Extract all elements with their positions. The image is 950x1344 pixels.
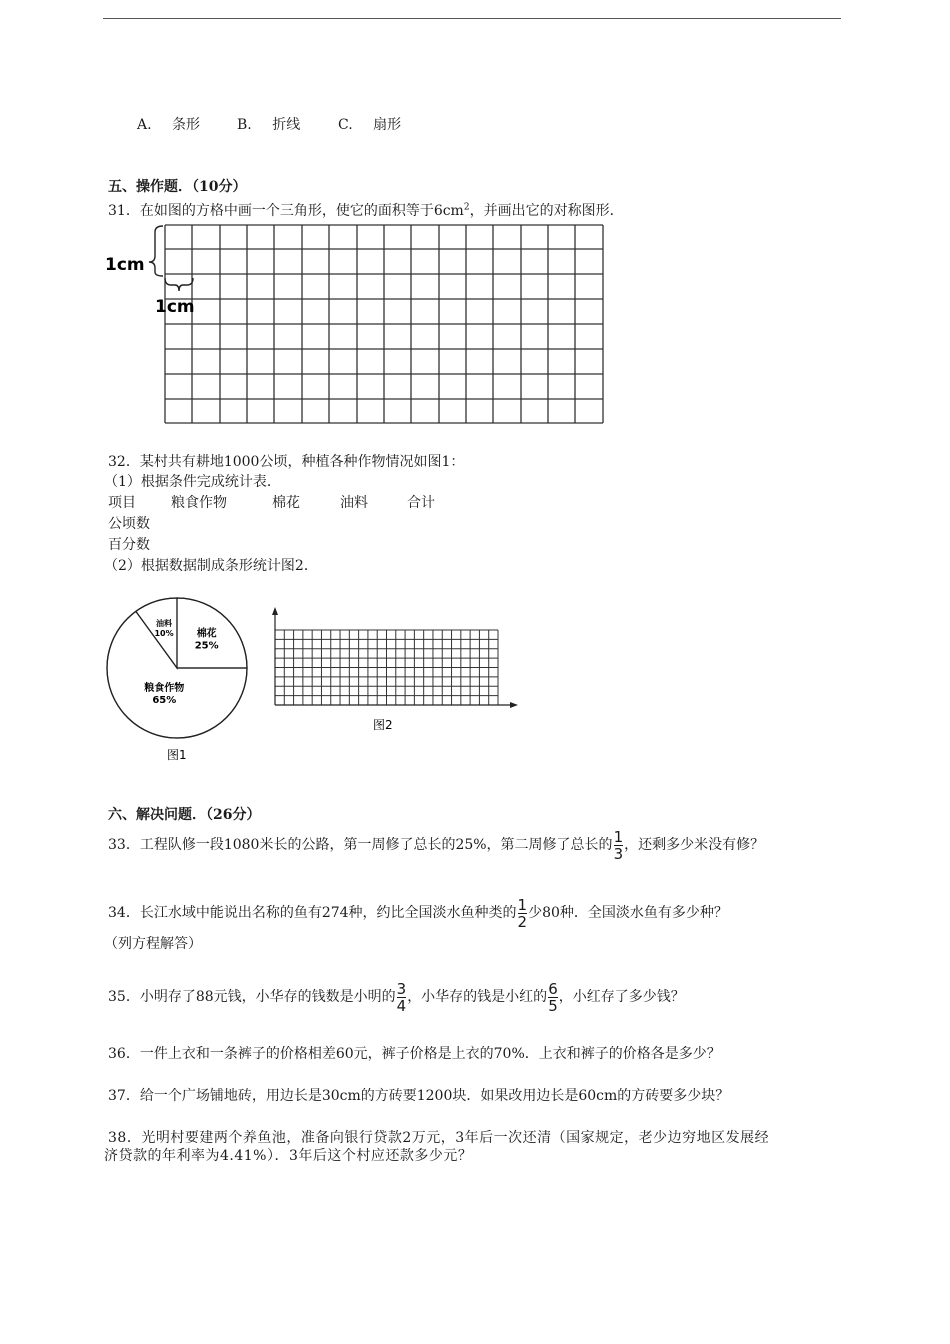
q34-note: （列方程解答） (104, 936, 202, 952)
q35-numerator1: 3 (396, 979, 407, 998)
q32-part2: （2）根据数据制成条形统计图2． (104, 558, 318, 574)
q35-text-a: 35．小明存了88元钱，小华存的钱数是小明的 (108, 989, 396, 1005)
option-a (137, 114, 200, 134)
option-b-letter: B. (237, 117, 252, 133)
pie-value-1: 25% (194, 640, 219, 652)
q35 (108, 980, 685, 1014)
q35-text-b: ，小华存的钱是小红的 (407, 989, 548, 1005)
q33-fraction (614, 829, 624, 862)
table-header-cotton: 棉花 (272, 495, 300, 511)
q34-denominator: 2 (517, 912, 528, 931)
q35-fraction1 (397, 981, 407, 1014)
table-row-percent: 百分数 (108, 537, 150, 553)
q31-superscript: 2 (463, 202, 470, 213)
pie-label-1: 棉花 (196, 628, 217, 640)
section5-heading: 五、操作题．（10分） (108, 179, 247, 195)
q31-text-before: 31．在如图的方格中画一个三角形，使它的面积等于6cm (108, 203, 464, 219)
q33-text-after: ，还剩多少米没有修？ (624, 837, 765, 853)
q31-label-vertical: 1cm (105, 255, 145, 275)
table-header-total: 合计 (407, 495, 435, 511)
header-rule (103, 18, 841, 19)
q33-denominator: 3 (613, 844, 624, 863)
q35-fraction2 (548, 981, 558, 1014)
option-a-text: 条形 (172, 117, 201, 133)
q38-line1: 38．光明村要建两个养鱼池，准备向银行贷款2万元，3年后一次还清（国家规定，老少边穷地区发展经 (108, 1130, 770, 1146)
option-c-letter: C. (338, 117, 353, 133)
y-axis-arrow (272, 607, 278, 615)
q31-text (108, 200, 624, 220)
q33 (108, 828, 764, 862)
q32-part1: （1）根据条件完成统计表． (104, 474, 281, 490)
fig1-label: 图1 (167, 748, 187, 762)
pie-value-0: 10% (154, 629, 174, 639)
q31-text-after: ，并画出它的对称图形． (469, 203, 624, 219)
section6-heading: 六、解决问题．（26分） (108, 807, 261, 823)
table-header-item: 项目 (108, 495, 136, 511)
q33-numerator: 1 (613, 827, 624, 846)
q31-grid-figure (105, 222, 610, 428)
bar-chart-grid-fig2 (262, 605, 522, 735)
q35-denominator1: 4 (396, 996, 407, 1015)
option-b (237, 114, 300, 134)
q35-denominator2: 5 (548, 996, 558, 1015)
pie-label-0: 油料 (156, 619, 173, 629)
q34-numerator: 1 (517, 895, 528, 914)
q33-text-before: 33．工程队修一段1080米长的公路，第一周修了总长的25%，第二周修了总长的 (108, 837, 613, 853)
q36: 36．一件上衣和一条裤子的价格相差60元，裤子价格是上衣的70%．上衣和裤子的价格各是多少？ (108, 1046, 721, 1062)
option-c (338, 114, 401, 134)
pie-group (107, 598, 247, 738)
q35-text-c: ，小红存了多少钱？ (558, 989, 685, 1005)
pie-chart-fig1 (105, 582, 255, 762)
q32-text: 32．某村共有耕地1000公顷，种植各种作物情况如图1： (108, 454, 465, 470)
q31-label-horizontal: 1cm (155, 297, 195, 317)
q34-text-after: 少80种．全国淡水鱼有多少种？ (528, 905, 728, 921)
option-c-text: 扇形 (373, 117, 402, 133)
option-a-letter: A. (137, 117, 152, 133)
q34-text-before: 34．长江水域中能说出名称的鱼有274种，约比全国淡水鱼种类的 (108, 905, 517, 921)
table-row-hectares: 公顷数 (108, 516, 150, 532)
q34-fraction (518, 897, 528, 930)
q35-numerator2: 6 (548, 979, 558, 998)
fig2-label: 图2 (373, 718, 393, 732)
option-b-text: 折线 (272, 117, 301, 133)
table-header-grain: 粮食作物 (171, 495, 227, 511)
x-axis-arrow (510, 702, 518, 708)
table-header-oil: 油料 (340, 495, 368, 511)
pie-value-2: 65% (152, 694, 177, 706)
q38-line2: 济贷款的年利率为4.41%）．3年后这个村应还款多少元？ (104, 1148, 473, 1164)
q37: 37．给一个广场铺地砖，用边长是30cm的方砖要1200块．如果改用边长是60cm的方砖要多少块？ (108, 1088, 730, 1104)
pie-label-2: 粮食作物 (144, 682, 185, 694)
q34 (108, 896, 728, 930)
